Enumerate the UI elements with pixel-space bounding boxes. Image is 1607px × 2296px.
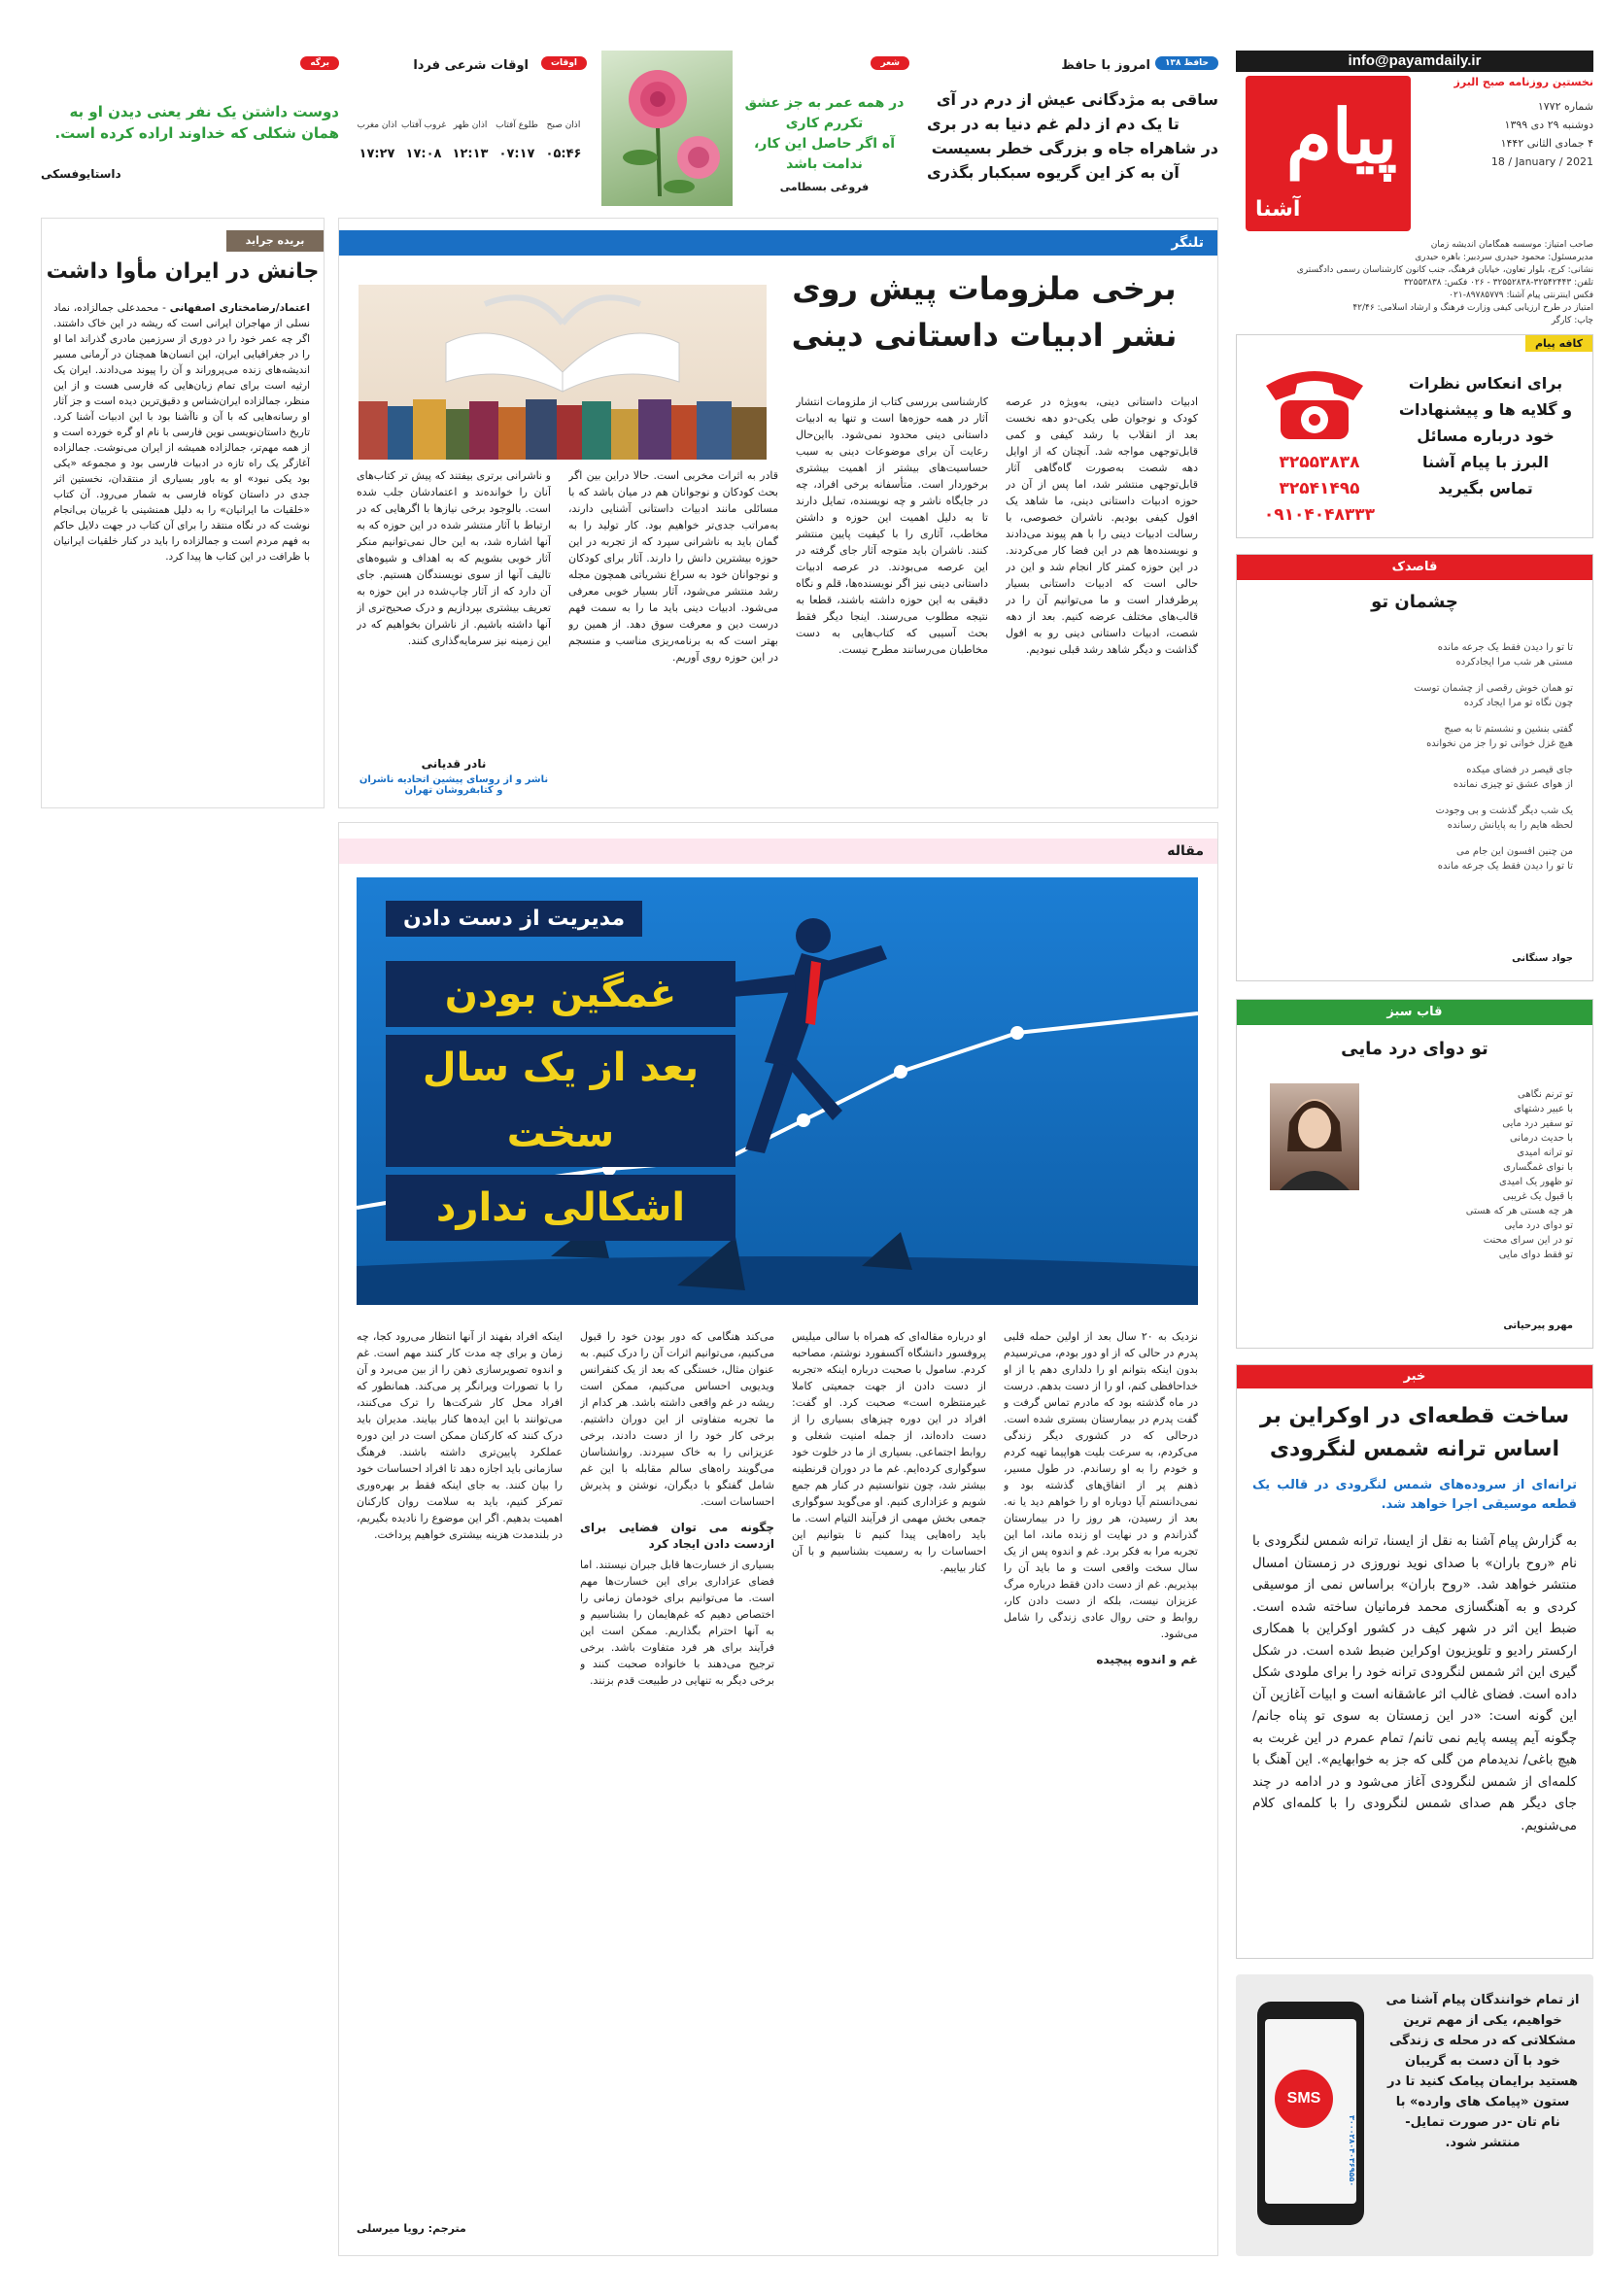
cafe-phone[interactable]: ۰۹۱۰۴۰۴۸۳۳۳ <box>1263 505 1376 525</box>
hafez-label: امروز با حافظ <box>1061 58 1150 73</box>
issue-number: شماره ۱۷۷۲ <box>1537 100 1593 113</box>
rose-photo <box>601 51 733 206</box>
khabar-title: ساخت قطعه‌ای در اوکراین بر اساس ترانه شمس لنگرودی <box>1259 1404 1570 1461</box>
sms-number[interactable]: ۳۰۰۰۲۸۰۴۰۳۶۹۵۵۰ <box>1348 2114 1356 2186</box>
talangor-title-line: برخی ملزومات پیش روی <box>792 270 1177 307</box>
talangor-col-1: ادبیات داستانی دینی، به‌ویژه در عرصه کودک و نوجوان طی یکی-دو دهه نخست بعد از انقلاب با رشد کیفی و کمی قابل‌توجهی مواجه شد. آنچنان که از اوایل دهه شصت به‌صورت گاه‌گاهی آثار قابل‌توجهی منتشر شد، اما پس از آن در حوزه ادبیات داستانی دینی، ما شاهد یک افول کیفی بودیم. ناشران خصوصی، با رسالت ادبیات دینی را با هم پیوند می‌دادند و نویسنده‌ها هم در این فضا کار می‌کردند. در این حوزه کمتر کار انجام شد و این در حالی است که ادبیات داستانی بسیار پرطرفدار است و ما می‌توانیم آن را در قالب‌های مختلف عرضه کنیم. بعد از دهه شصت، ادبیات داستانی دینی رو به افول گذاشت و دیگر شاهد رشد قبلی نبودیم. <box>1006 395 1198 656</box>
ghab-sabz-line: تو دوای درد مایی <box>1504 1220 1573 1231</box>
quote-box <box>41 51 339 206</box>
talangor-box <box>338 218 1218 808</box>
prayer-title: اوقات شرعی فردا <box>413 58 529 73</box>
ghab-sabz-line: تو ظهور یک امیدی <box>1498 1177 1573 1187</box>
masthead-info <box>1236 239 1593 327</box>
ghasedak-line: مستی هر شب مرا ایجادکرده <box>1455 657 1573 668</box>
ghasedak-line: از هوای عشق تو چیزی نمانده <box>1453 779 1573 790</box>
bideh-author-lead: اعتماد/رضامختاری اصفهانی <box>169 302 310 314</box>
prayer-header: غروب آفتاب <box>400 120 447 130</box>
maghale-title-line: اشکالی ندارد <box>386 1175 735 1241</box>
maghale-title <box>386 961 735 1241</box>
ghab-sabz-line: تو ترنم نگاهی <box>1517 1089 1573 1100</box>
quote-text: دوست داشتن یک نفر یعنی دیدن او به همان شکلی که خداوند اراده کرده است. <box>54 103 339 142</box>
ghasedak-line: گفتی بنشین و نشستم تا به صبح <box>1444 724 1573 735</box>
ghab-sabz-line: تو در این سرای محنت <box>1483 1235 1573 1246</box>
ghab-sabz-line: با عبیر دشتهای <box>1513 1104 1573 1114</box>
prayer-time: ۱۲:۱۳ <box>452 147 489 161</box>
maghale-col-1-text: نزدیک به ۲۰ سال بعد از اولین حمله قلبی پدرم در حالی که از او دور بودم، می‌ترسیدم بدون اینکه بتوانم او را دلداری دهم یا از او خداحافظی کنم، او را از دست بدهم. درست در ماه گذشته بود که مادرم تماس گرفت و گفت پدرم در بیمارستان بستری شده است. درحالی که در کشوری دیگر زندگی می‌کردم، به سرعت بلیت هواپیما تهیه کردم و خودم را به او رساندم. در طول مسیر، ذهنم پر از اتفاق‌های گذشته بود و نمی‌دانستم آیا دوباره او را خواهم دید یا نه. بعد از رسیدن، هر روز را در بیمارستان گذراندم و در نهایت او زنده ماند، اما این تجربه مرا به فکر برد. غم و اندوه پس از یک سال سخت واقعی است و ما باید آن را بپذیریم. غم از دست دادن فقط درباره مرگ عزیزان نیست، بلکه از دست دادن کار، روابط و حتی روال عادی زندگی را شامل می‌شود. <box>1004 1330 1198 1640</box>
top-strip <box>41 51 1218 206</box>
sms-box <box>1236 1974 1593 2256</box>
cafe-text <box>1388 370 1583 501</box>
ghasedak-line: تو همان خوش رقصی از چشمان توست <box>1414 683 1573 694</box>
ghasedak-title: چشمان تو <box>1371 592 1458 612</box>
logo-sub: آشنا <box>1255 197 1301 222</box>
maghale-banner <box>357 877 1198 1305</box>
ghasedak-line: تا تو را دیدن فقط یک جرعه مانده <box>1437 861 1573 872</box>
ghasedak-lines <box>1379 640 1573 874</box>
ghasedak-line: من چنین افسون این جام می <box>1456 846 1573 857</box>
tagline: نخستین روزنامه صبح البرز <box>1453 76 1593 88</box>
prayer-time: ۱۷:۰۸ <box>405 147 442 161</box>
bideh-text: - محمدعلی جمالزاده، نماد نسلی از مهاجران ایرانی است که ریشه در این خاک داشتند. اگر چه عمر خود را در دوری از سرزمین مادری گذراند اما او را در جغرافیایی ایران، این انسان‌ها همچنان در آرمانی مسیر اندیشه‌های زنده می‌پروراند و آن را پیوند می‌دادند. ایران یک ارثیه است برای تمام زبان‌هایی که فارسی هست و از این منظر، جمالزاده ایران‌شناس و دقیق‌ترین دیده است و جز آثار او رسانه‌هایی که با آن و ناآشنا بود با این ادبیات آشنا کرد. تاریخ داستان‌نویسی نوین فارسی با نام او گره خورده است و از همه مهم‌تر، جمالزاده همیشه از ایران می‌نوشت. جمالزاده آغازگر یک راه تازه در ادبیات فارسی بود و مجموعه «یکی بود یکی نبود» او به باور بسیاری از منتقدان، نخستین اثر جدی در داستان کوتاه فارسی به شمار می‌رود. آن کتاب «خلقیات ما ایرانیان» را به دلیل همنشینی با غربیان بی‌انجام نوشت که در نگاه منتقد را برای آن کتاب در جهت دلایل حاکم به فهم مردم است و جمالزاده را باید در کنار خلقیات ایرانیان با ظرافت در این کتاب ها پیدا کرد. <box>53 302 310 563</box>
poem-line: ندامت باشد <box>786 156 863 172</box>
bideh-title: جانش در ایران مأوا داشت <box>46 259 320 284</box>
maghale-col-3b-text: بسیاری از خسارت‌ها قابل جبران نیستند. اما فضای عزاداری برای این خسارت‌ها مهم است. ما می‌توانیم برای خودمان زمانی را اختصاص دهیم که غم‌هایمان را بشناسیم و به آنها احترام بگذاریم. ممکن است این فرآیند برای هر فرد متفاوت باشد. برخی ترجیح می‌دهند با خانواده صحبت کنند و برخی دیگر به تنهایی در طبیعت قدم بزنند. <box>580 1559 774 1687</box>
bideh-box <box>41 218 325 808</box>
khabar-body: به گزارش پیام آشنا به نقل از ایسنا، ترانه شمس لنگرودی با نام «روح باران» با صدای نوید نوروزی در زمستان امسال منتشر خواهد شد. «روح باران» براساس نمی از موسیقی کردی و به آهنگسازی محمد فرمانیان ساخته شده است. ضبط این اثر در شهر کیف در کشور اوکراین با همکاری ارکستر رادیو و تلویزیون اوکراین ضبط شده است. در شکل گیری این اثر شمس لنگرودی ترانه خود را برای ملودی شکل داده است. فضای غالب اثر عاشقانه است و ابیات آغازین آن این گونه است: «در این زمستان به سوی تو پناه جانم/ چگونه آیم پیسه پایم نمی تانم/ تمام عمرم در این غربت به هیچ باغی/ ندیدمام من گلی که جز به خوابهایم». این آهنگ با کلمه‌ای از شمس لنگرودی آغاز می‌شود و در ادامه در چند جای دیگر هم صدای شمس لنگرودی را با کلمه‌ای کلام می‌شنویم. <box>1251 1533 1577 1833</box>
bideh-label: بریده جراید <box>226 230 324 252</box>
talangor-label-bar <box>339 230 1217 256</box>
maghale-label-bar <box>339 839 1217 864</box>
ghab-sabz-lines <box>1379 1087 1573 1262</box>
ghab-sabz-line: با قبول یک غریبی <box>1502 1191 1573 1202</box>
bideh-body <box>53 300 310 796</box>
prayer-time: ۱۷:۲۷ <box>359 147 395 161</box>
maghale-col-4: اینکه افراد بفهند از آنها انتظار می‌رود کجا، چه زمان و برای چه مدت کار کنند مهم است. غم و اندوه تصویرسازی ذهن را از بین می‌برد و آن را با تصورات ویرانگر پر می‌کند. همانطور که افراد محل کار شرکت‌ها را ترک می‌کنند، می‌توانند با این ایده‌ها کنار بیایند. مدیران باید درک کنند که کارکنان ممکن است در این دوره عملکرد پایین‌تری داشته باشند. فرهنگ سازمانی باید اجازه دهد تا افراد احساسات خود را بیان کنند. به جای اینکه فقط بر بهره‌وری تمرکز کنیم، باید به سلامت روان کارکنان اهمیت بدهیم. اگر این موضوع را نادیده بگیریم، در بلندمدت هزینه بیشتری خواهیم پرداخت. <box>357 1330 563 1541</box>
cafe-line: و گلایه ها و پیشنهادات <box>1398 400 1573 419</box>
prayer-time: ۰۷:۱۷ <box>498 147 535 161</box>
cafe-phone[interactable]: ۳۲۵۵۳۸۳۸ <box>1279 453 1360 472</box>
prayer-table <box>354 119 587 161</box>
prayer-header: طلوع آفتاب <box>496 120 538 130</box>
quote-author: داستایوفسکی <box>41 167 121 181</box>
ghab-sabz-line: تو ترانه امیدی <box>1517 1148 1573 1158</box>
talangor-author-role: ناشر و از روسای پیشین اتحادیه ناشران و کتابفروشان تهران <box>359 774 549 796</box>
ghasedak-line: هیچ غزل خوانی تو را جز من نخوانده <box>1426 738 1573 749</box>
ghasedak-box <box>1236 554 1593 981</box>
hafez-box <box>927 51 1218 206</box>
logo-main: پیام <box>1285 93 1397 180</box>
prayer-box <box>354 51 587 206</box>
talangor-col-3: قادر به اثرات مخربی است. حالا دراین بین اگر بحث کودکان و نوجوانان هم در میان باشد که با مسائلی مانند ادبیات داستانی آشنایی دارند، به‌مراتب جدی‌تر خواهیم بود. کار تولید را به گمان باید به ناشرانی سپرد که از تجربه در این حوزه بیشترین دانش را دارند. آثار برای کودکان و نوجوانان خود به سراغ نشریاتی همچون مجله رشد منتشر می‌شود، آثار بسیار خوبی معرفی می‌شود. ادبیات دینی باید ما را به سمت فهم درست دین و معرفت سوق دهد. از همین رو بهتر است که به برنامه‌ریزی مناسب و منسجم در این حوزه روی آوریم. <box>568 469 778 664</box>
editor: مدیرمسئول: محمود حیدری سردبیر: باهره حیدری <box>1415 253 1593 262</box>
ghab-sabz-line: با حدیث درمانی <box>1509 1133 1573 1144</box>
poem-box <box>739 51 909 206</box>
prayer-col <box>540 119 587 161</box>
prayer-col <box>494 119 540 161</box>
prayer-col <box>354 119 400 161</box>
books-illustration <box>359 285 767 460</box>
cafe-label: کافه پیام <box>1525 335 1592 352</box>
email-bar[interactable]: info@payamdaily.ir <box>1236 51 1593 72</box>
cafe-phones <box>1247 450 1392 529</box>
prayer-col <box>400 119 447 161</box>
cafe-line: خود درباره مسائل <box>1417 427 1555 445</box>
hafez-line: در شاهراه جاه و بزرگی خطر بسیست <box>931 139 1218 157</box>
maghale-translator: مترجم: رویا میرسلی <box>357 2222 466 2235</box>
cafe-payam <box>1236 334 1593 538</box>
ghab-sabz-line: تو سفیر درد مایی <box>1502 1118 1573 1129</box>
ghab-sabz-author: مهرو پیرحیاتی <box>1503 1320 1573 1331</box>
address: نشانی: کرج، بلوار تعاون، خیابان فرهنگ، جنب کانون کارشناسان رسمی دادگستری <box>1296 265 1593 275</box>
maghale-title-line: غمگین بودن <box>386 961 735 1027</box>
masthead <box>1226 51 1607 332</box>
logo <box>1246 76 1411 231</box>
talangor-label: تلنگر <box>1171 235 1204 251</box>
prayer-badge: اوقات <box>541 56 587 70</box>
smartphone-icon <box>1257 2002 1364 2225</box>
prayer-header: اذان مغرب <box>357 120 397 130</box>
maghale-sub: مدیریت از دست دادن <box>386 901 642 937</box>
prayer-time: ۰۵:۴۶ <box>545 147 582 161</box>
sms-badge: SMS <box>1275 2070 1333 2128</box>
maghale-title-line: بعد از یک سال سخت <box>386 1035 735 1167</box>
maghale-box <box>338 822 1218 2256</box>
ghasedak-author: جواد سنگانی <box>1512 953 1573 964</box>
ghab-sabz-line: هر چه هستی هر که هستی <box>1465 1206 1573 1217</box>
phone: تلفن: ۳۲۵۴۲۴۴۳-۳۲۵۵۲۸۳۸ - ۰۲۶ فکس: ۳۲۵۵۳۸۳۸ <box>1403 278 1593 288</box>
cafe-line: تماس بگیرید <box>1438 479 1533 497</box>
prayer-header: اذان ظهر <box>453 120 488 130</box>
printer: چاپ: کارگر <box>1551 316 1593 326</box>
talangor-title-line: نشر ادبیات داستانی دینی <box>791 317 1178 354</box>
khabar-box <box>1236 1364 1593 1959</box>
ghab-sabz-label: قاب سبز <box>1237 1000 1592 1025</box>
ghab-sabz-title: تو دوای درد مایی <box>1341 1039 1488 1059</box>
publisher: صاحب امتیاز: موسسه همگامان اندیشه زمان <box>1430 240 1593 250</box>
poem-line: آه اگر حاصل این کار، <box>753 136 895 152</box>
maghale-label: مقاله <box>1167 843 1204 859</box>
portrait-photo <box>1270 1083 1359 1190</box>
poem-line: تکررم کاری <box>785 116 864 131</box>
khabar-lead: ترانه‌ای از سروده‌های شمس لنگرودی در قالب یک قطعه موسیقی اجرا خواهد شد. <box>1252 1478 1577 1512</box>
ghasedak-line: لحظه هایم را به پایانش رسانده <box>1447 820 1573 831</box>
fax: فکس اینترنتی پیام آشنا: ۸۹۷۸۵۷۷۹-۰۲۱ <box>1449 291 1593 300</box>
ghab-sabz-line: با نوای غمگساری <box>1503 1162 1573 1173</box>
talangor-col-4: و ناشرانی برتری بیفتند که پیش تر کتاب‌های آنان را خوانده‌ند و اعتمادشان جلب شده است. بالوجود برخی نیاز‌ها با اگرهایی که در ارتباط با آثار منتشر شده در این حوزه که به آنها اشاره شد، به این حال نمی‌توانیم منکر آثار خوبی بشویم که به اهداف و شیوه‌های تالیف آنها از سوی نویسندگان هستیم. جای آن دارد که از آثار چاپ‌شده در این حوزه به تعریف بیشتری بپردازیم و درک صحیح‌تری از آنها داشته باشیم. از ناشران بخواهیم که در این زمینه نیز سرمایه‌گذاری کنند. <box>357 469 551 647</box>
talangor-title <box>770 265 1198 359</box>
quote-badge: برگه <box>300 56 339 70</box>
maghale-col-3-text: می‌کند هنگامی که دور بودن خود را قبول می‌کنیم، می‌توانیم اثرات آن را درک کنیم. به عنوان مثال، خستگی که بعد از یک کنفرانس ویدیویی احساس می‌کنیم، ممکن است ریشه در غم واقعی داشته باشد. هر کدام از ما تجربه متفاوتی از این دوران داشتیم. برخی کار خود را از دست دادند، برخی عزیزانی را به خاک سپردند. روانشناسان می‌گویند راه‌های سالم مقابله با این غم شامل گفتگو با دیگران، نوشتن و پذیرش احساسات است. <box>580 1330 774 1508</box>
khabar-label: خبر <box>1237 1365 1592 1388</box>
maghale-col-1 <box>1004 1328 1198 2242</box>
hafez-line: آن به کز این گریوه سبکبار بگذری <box>927 163 1180 182</box>
talangor-col-2: کارشناسی بررسی کتاب از ملزومات انتشار آثار در همه حوزه‌ها است و تنها به ادبیات داستانی دینی محدود نمی‌شود. بااین‌حال رعایت آن برای موضوعات دینی به سبب حساسیت‌های بیشتر از اهمیت بیشتری برخوردار است. متأسفانه برخی افراد، چه در جایگاه ناشر و چه نویسنده، تمایل دارند تا به دلیل اهمیت این حوزه و داشتن مخاطب، آثاری را با کیفیت پایین منتشر کنند. ناشران باید متوجه آثار جای گرفته در این عرصه می‌بودند. در عرصه ادبیات داستانی دینی نیز اگر نویسنده‌ها، قلم و نگاه دقیقی به این حوزه داشته باشند، قطعا به نتیجه مطلوب می‌رسند. اینجا دیگر فقط بحث آسیبی که کتاب‌هایی به دست مخاطبان می‌رسانند مطرح نیست. <box>796 395 988 656</box>
cafe-line: البرز با پیام آشنا <box>1422 453 1549 471</box>
prayer-col <box>447 119 494 161</box>
date-hijri: ۴ جمادی الثانی ۱۴۴۲ <box>1500 137 1593 150</box>
maghale-subhead: غم و اندوه پیچیده <box>1096 1653 1198 1666</box>
ghasedak-line: تا تو را دیدن فقط یک جرعه مانده <box>1437 642 1573 653</box>
maghale-subhead: چگونه می توان فضایی برای ازدست دادن ایجاد کرد <box>580 1521 774 1551</box>
date-persian: دوشنبه ۲۹ دی ۱۳۹۹ <box>1504 119 1593 131</box>
ghasedak-line: جای قیصر در فضای میکده <box>1466 765 1573 775</box>
maghale-col-2: او درباره مقاله‌ای که همراه با سالی میلیس پروفسور دانشگاه آکسفورد نوشتم، مصاحبه کردم. سامول با صحبت درباره اینکه «تجربه از دست دادن از جهت جمعیتی کاملا غیرمنتظره است» صحبت کرد. او گفت: افراد در این دوره چیزهای بسیاری را از دست داده‌اند، از جمله امنیت شغلی و روابط اجتماعی. بسیاری از ما در خلوت خود سوگواری کرده‌ایم. غم ما در دوران قرنطینه بیشتر شد، چون نتوانستیم در کنار هم جمع شویم و عزاداری کنیم. او می‌گوید سوگواری جمعی بخش مهمی از فرآیند التیام است. ما باید راه‌هایی پیدا کنیم تا بتوانیم این احساسات را به رسمیت بشناسیم و با آن کنار بیاییم. <box>792 1330 986 1574</box>
date-english: 18 / January / 2021 <box>1490 155 1593 168</box>
poem-badge: شعر <box>871 56 909 70</box>
cafe-phone[interactable]: ۳۲۵۴۱۴۹۵ <box>1279 479 1360 498</box>
hafez-line: تا یک دم از دلم غم دنیا به در بری <box>927 115 1180 133</box>
maghale-col-3 <box>580 1328 774 2242</box>
ghasedak-line: چون نگاه تو مرا ایجاد کرده <box>1463 698 1573 708</box>
book-spines <box>359 399 767 460</box>
hafez-poem <box>927 87 1218 185</box>
prayer-header: اذان صبح <box>546 120 581 130</box>
ghasedak-label: قاصدک <box>1237 555 1592 580</box>
cafe-line: برای انعکاس نظرات <box>1408 374 1563 393</box>
talangor-author: نادر قدیانی <box>421 757 487 771</box>
poem-line: در همه عمر به جز عشق <box>744 95 905 111</box>
hafez-badge: حافظ ۱۳۸ <box>1155 56 1218 70</box>
poem-author: فروغی بسطامی <box>779 181 870 193</box>
ghab-sabz-box <box>1236 999 1593 1349</box>
sms-text: از تمام خوانندگان پیام آشنا می خواهیم، یکی از مهم ترین مشکلاتی که در محله ی زندگی خود با آن دست به گریبان هستید برایمان پیامک کنید تا در ستون «پیامک های وارده» با نام تان -در صورت تمایل- منتشر شود. <box>1385 1993 1580 2150</box>
rating: امتیاز در طرح ارزیابی کیفی وزارت فرهنگ و ارشاد اسلامی: ۴۲/۴۶ <box>1352 303 1593 313</box>
telephone-icon <box>1256 357 1373 444</box>
ghab-sabz-line: تو فقط دوای مایی <box>1498 1250 1573 1260</box>
rose-icon <box>601 51 733 206</box>
hafez-line: ساقی به مژدگانی عیش از درم در آی <box>936 90 1218 109</box>
ghasedak-line: یک شب دیگر گذشت و بی وجودت <box>1435 805 1573 816</box>
